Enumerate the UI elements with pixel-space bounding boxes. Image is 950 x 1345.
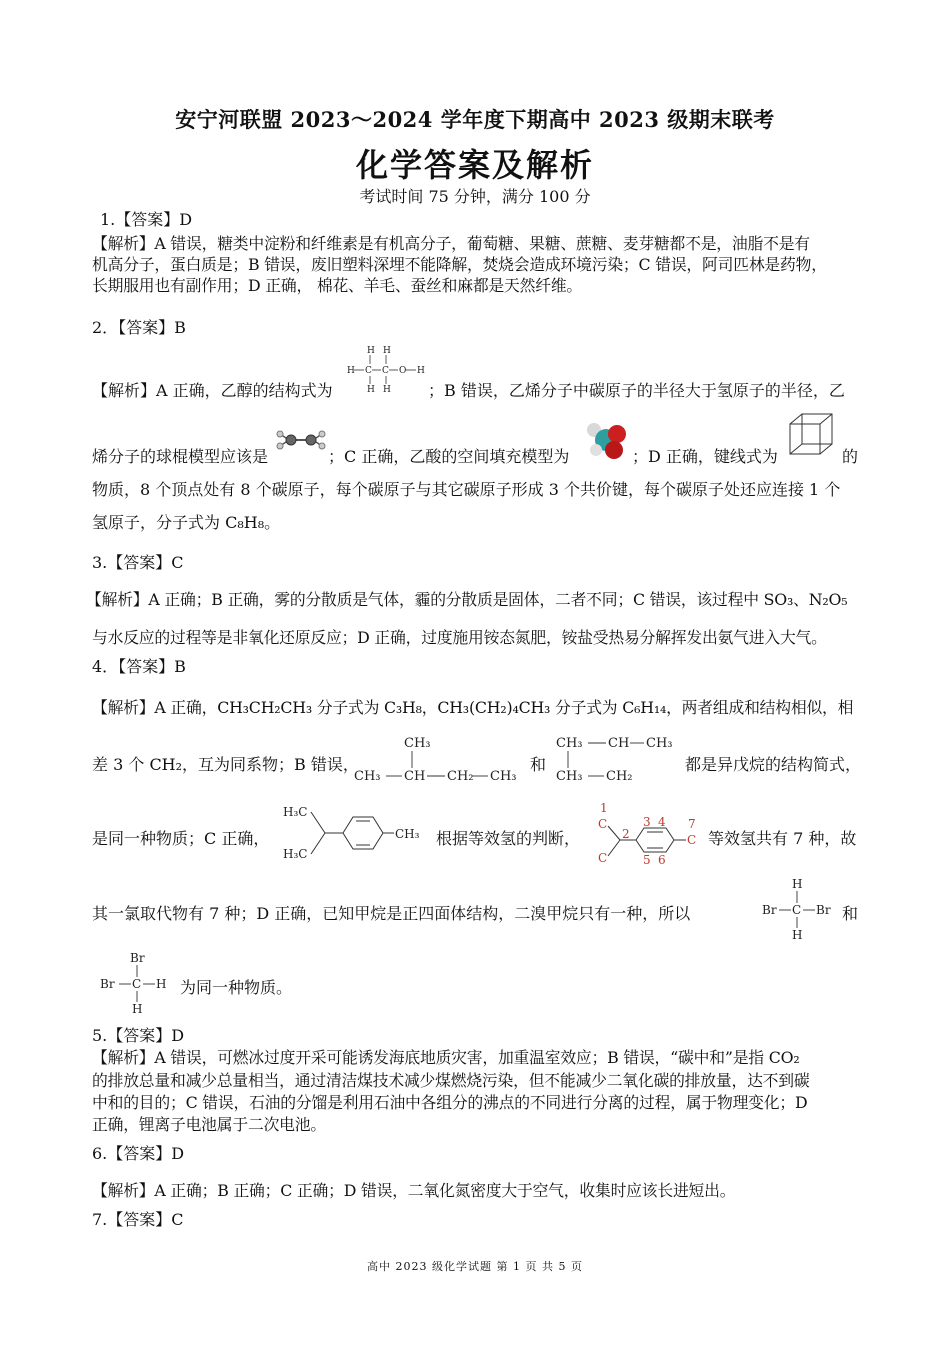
- q2-line1b: ；B 错误，乙烯分子中碳原子的半径大于氢原子的半径，乙: [428, 381, 845, 400]
- dbm2-h-bottom: H: [132, 1002, 143, 1016]
- iso2-ch3-a: CH₃: [556, 736, 583, 751]
- dbm1-c: C: [792, 903, 802, 917]
- q2-answer: 2．【答案】B: [92, 318, 186, 337]
- iso2-ch3-b: CH₃: [646, 736, 673, 751]
- q5-line1: 【解析】A 错误，可燃冰过度开采可能诱发海底地质灾害，加重温室效应；B 错误，“碳中和”是指 CO₂: [92, 1048, 800, 1067]
- num-4: 4: [658, 815, 666, 829]
- q5-line2: 的排放总量和减少总量相当，通过清洁煤技术减少煤燃烧污染，但不能减少二氧化碳的排放量，达不到碳: [92, 1071, 810, 1090]
- page-footer: 高中 2023 级化学试题 第 1 页 共 5 页: [367, 1260, 583, 1273]
- q4-line2c: 都是异戊烷的结构简式，: [685, 755, 862, 774]
- q6-line1: 【解析】A 正确；B 正确；C 正确；D 错误，二氧化氮密度大于空气，收集时应该长进短出。: [92, 1181, 736, 1200]
- num-1: 1: [600, 801, 608, 815]
- q2-line2c: ；D 正确，键线式为: [632, 447, 778, 466]
- q5-line4: 正确，锂离子电池属于二次电池。: [92, 1115, 326, 1134]
- dbm1-h-top: H: [792, 877, 803, 891]
- ethanol-h3: H: [347, 366, 355, 376]
- cubane-line-structure: [788, 412, 836, 458]
- exam-heading: 安宁河联盟 2023～2024 学年度下期高中 2023 级期末联考: [175, 107, 775, 132]
- num-6: 6: [658, 853, 666, 867]
- ethylene-ball-stick-model: [276, 428, 326, 452]
- iso1-ch2: CH₂: [447, 769, 474, 784]
- ethanol-h2: H: [383, 346, 391, 356]
- q1-answer: 1.【答案】D: [100, 210, 193, 229]
- iso2-ch2: CH₂: [606, 769, 633, 784]
- q6-answer: 6.【答案】D: [92, 1144, 185, 1163]
- ethanol-h6: H: [383, 385, 391, 395]
- num-3: 3: [643, 815, 651, 829]
- q2-line2a: 烯分子的球棍模型应该是: [92, 447, 269, 466]
- exam-subtitle: 考试时间 75 分钟，满分 100 分: [359, 187, 591, 206]
- q4-line3b: 根据等效氢的判断，: [436, 829, 581, 848]
- q4-line3a: 是同一种物质；C 正确，: [92, 829, 270, 848]
- dbm2-c: C: [132, 977, 142, 991]
- page-title: 化学答案及解析: [355, 146, 594, 184]
- dbm2-br-left: Br: [100, 977, 115, 991]
- isopentane-formula-2: [554, 734, 684, 786]
- iso2-ch3-c: CH₃: [556, 769, 583, 784]
- num-7: 7: [688, 817, 696, 831]
- q4-line4b: 和: [842, 904, 859, 923]
- q1-line2: 机高分子，蛋白质是；B 错误，废旧塑料深埋不能降解，焚烧会造成环境污染；C 错误，阿司匹林是药物，: [92, 255, 827, 274]
- q7-answer: 7.【答案】C: [92, 1210, 184, 1229]
- ethanol-o: O: [399, 366, 407, 376]
- dbm2-h-right: H: [156, 977, 167, 991]
- q3-line1: 【解析】A 正确；B 正确，雾的分散质是气体，霾的分散质是固体，二者不同；C 错误，该过程中 SO₃、N₂O₅: [86, 590, 848, 609]
- q5-answer: 5.【答案】D: [92, 1026, 185, 1045]
- q1-line3: 长期服用也有副作用；D 正确， 棉花、羊毛、蚕丝和麻都是天然纤维。: [92, 276, 583, 295]
- q4-line5: 为同一种物质。: [180, 978, 293, 997]
- q1-line1: 【解析】A 错误，糖类中淀粉和纤维素是有机高分子，葡萄糖、果糖、蔗糖、麦芽糖都不是，油脂不是有: [92, 234, 810, 253]
- ethanol-h5: H: [367, 385, 375, 395]
- dibromomethane-structure-1: [760, 876, 836, 942]
- dbm1-h-bottom: H: [792, 928, 803, 942]
- iso2-ch: CH: [608, 736, 630, 751]
- q2-line1a: 【解析】A 正确，乙醇的结构式为: [92, 381, 333, 400]
- iso1-ch3-left: CH₃: [354, 769, 381, 784]
- iso-h3c-bottom: H₃C: [283, 847, 308, 861]
- ethanol-c1: C: [365, 366, 372, 376]
- num-c-bottom: C: [598, 851, 608, 865]
- iso1-top-ch3: CH₃: [404, 736, 431, 751]
- q4-line2a: 差 3 个 CH₂，互为同系物；B 错误，: [92, 755, 359, 774]
- ethanol-h4: H: [417, 366, 425, 376]
- iso1-ch3-right: CH₃: [490, 769, 517, 784]
- q2-line4: 氢原子，分子式为 C₈H₈。: [92, 513, 281, 532]
- iso-h3c-top: H₃C: [283, 805, 308, 819]
- isopentane-formula-1: [352, 734, 524, 786]
- q2-line2d: 的: [842, 447, 859, 466]
- dbm2-br-top: Br: [130, 951, 145, 965]
- q4-line4a: 其一氯取代物有 7 种；D 正确，已知甲烷是正四面体结构，二溴甲烷只有一种，所以: [92, 904, 691, 923]
- iso1-ch: CH: [404, 769, 426, 784]
- q4-answer: 4．【答案】B: [92, 657, 186, 676]
- num-c-right: C: [687, 833, 697, 847]
- dbm1-br-left: Br: [762, 903, 777, 917]
- ethanol-structure: [345, 343, 425, 395]
- num-2: 2: [622, 827, 630, 841]
- q2-line3: 物质，8 个顶点处有 8 个碳原子，每个碳原子与其它碳原子形成 3 个共价键，每个碳原子处还应连接 1 个: [92, 480, 841, 499]
- q2-line2b: ；C 正确，乙酸的空间填充模型为: [328, 447, 570, 466]
- dbm1-br-right: Br: [816, 903, 831, 917]
- q3-answer: 3.【答案】C: [92, 553, 184, 572]
- isopropyl-toluene-structure: [283, 800, 425, 866]
- dibromomethane-structure-2: [98, 950, 174, 1016]
- ethanol-h1: H: [367, 346, 375, 356]
- q4-line3c: 等效氢共有 7 种，故: [708, 829, 857, 848]
- ethanol-c2: C: [382, 366, 389, 376]
- acetic-acid-space-filling-model: [584, 420, 630, 460]
- num-5: 5: [643, 853, 651, 867]
- q5-line3: 中和的目的；C 错误，石油的分馏是利用石油中各组分的沸点的不同进行分离的过程，属于物理变化；D: [92, 1093, 808, 1112]
- numbered-hydrogen-structure: [594, 800, 706, 868]
- q3-line2: 与水反应的过程等是非氧化还原反应；D 正确，过度施用铵态氮肥，铵盐受热易分解挥发出氨气进入大气。: [92, 628, 827, 647]
- q4-line2b: 和: [530, 755, 547, 774]
- iso-ch3-right: CH₃: [395, 827, 420, 841]
- num-c-top: C: [598, 817, 608, 831]
- q4-line1: 【解析】A 正确，CH₃CH₂CH₃ 分子式为 C₃H₈，CH₃(CH₂)₄CH₃ 分子式为 C₆H₁₄，两者组成和结构相似，相: [92, 698, 854, 717]
